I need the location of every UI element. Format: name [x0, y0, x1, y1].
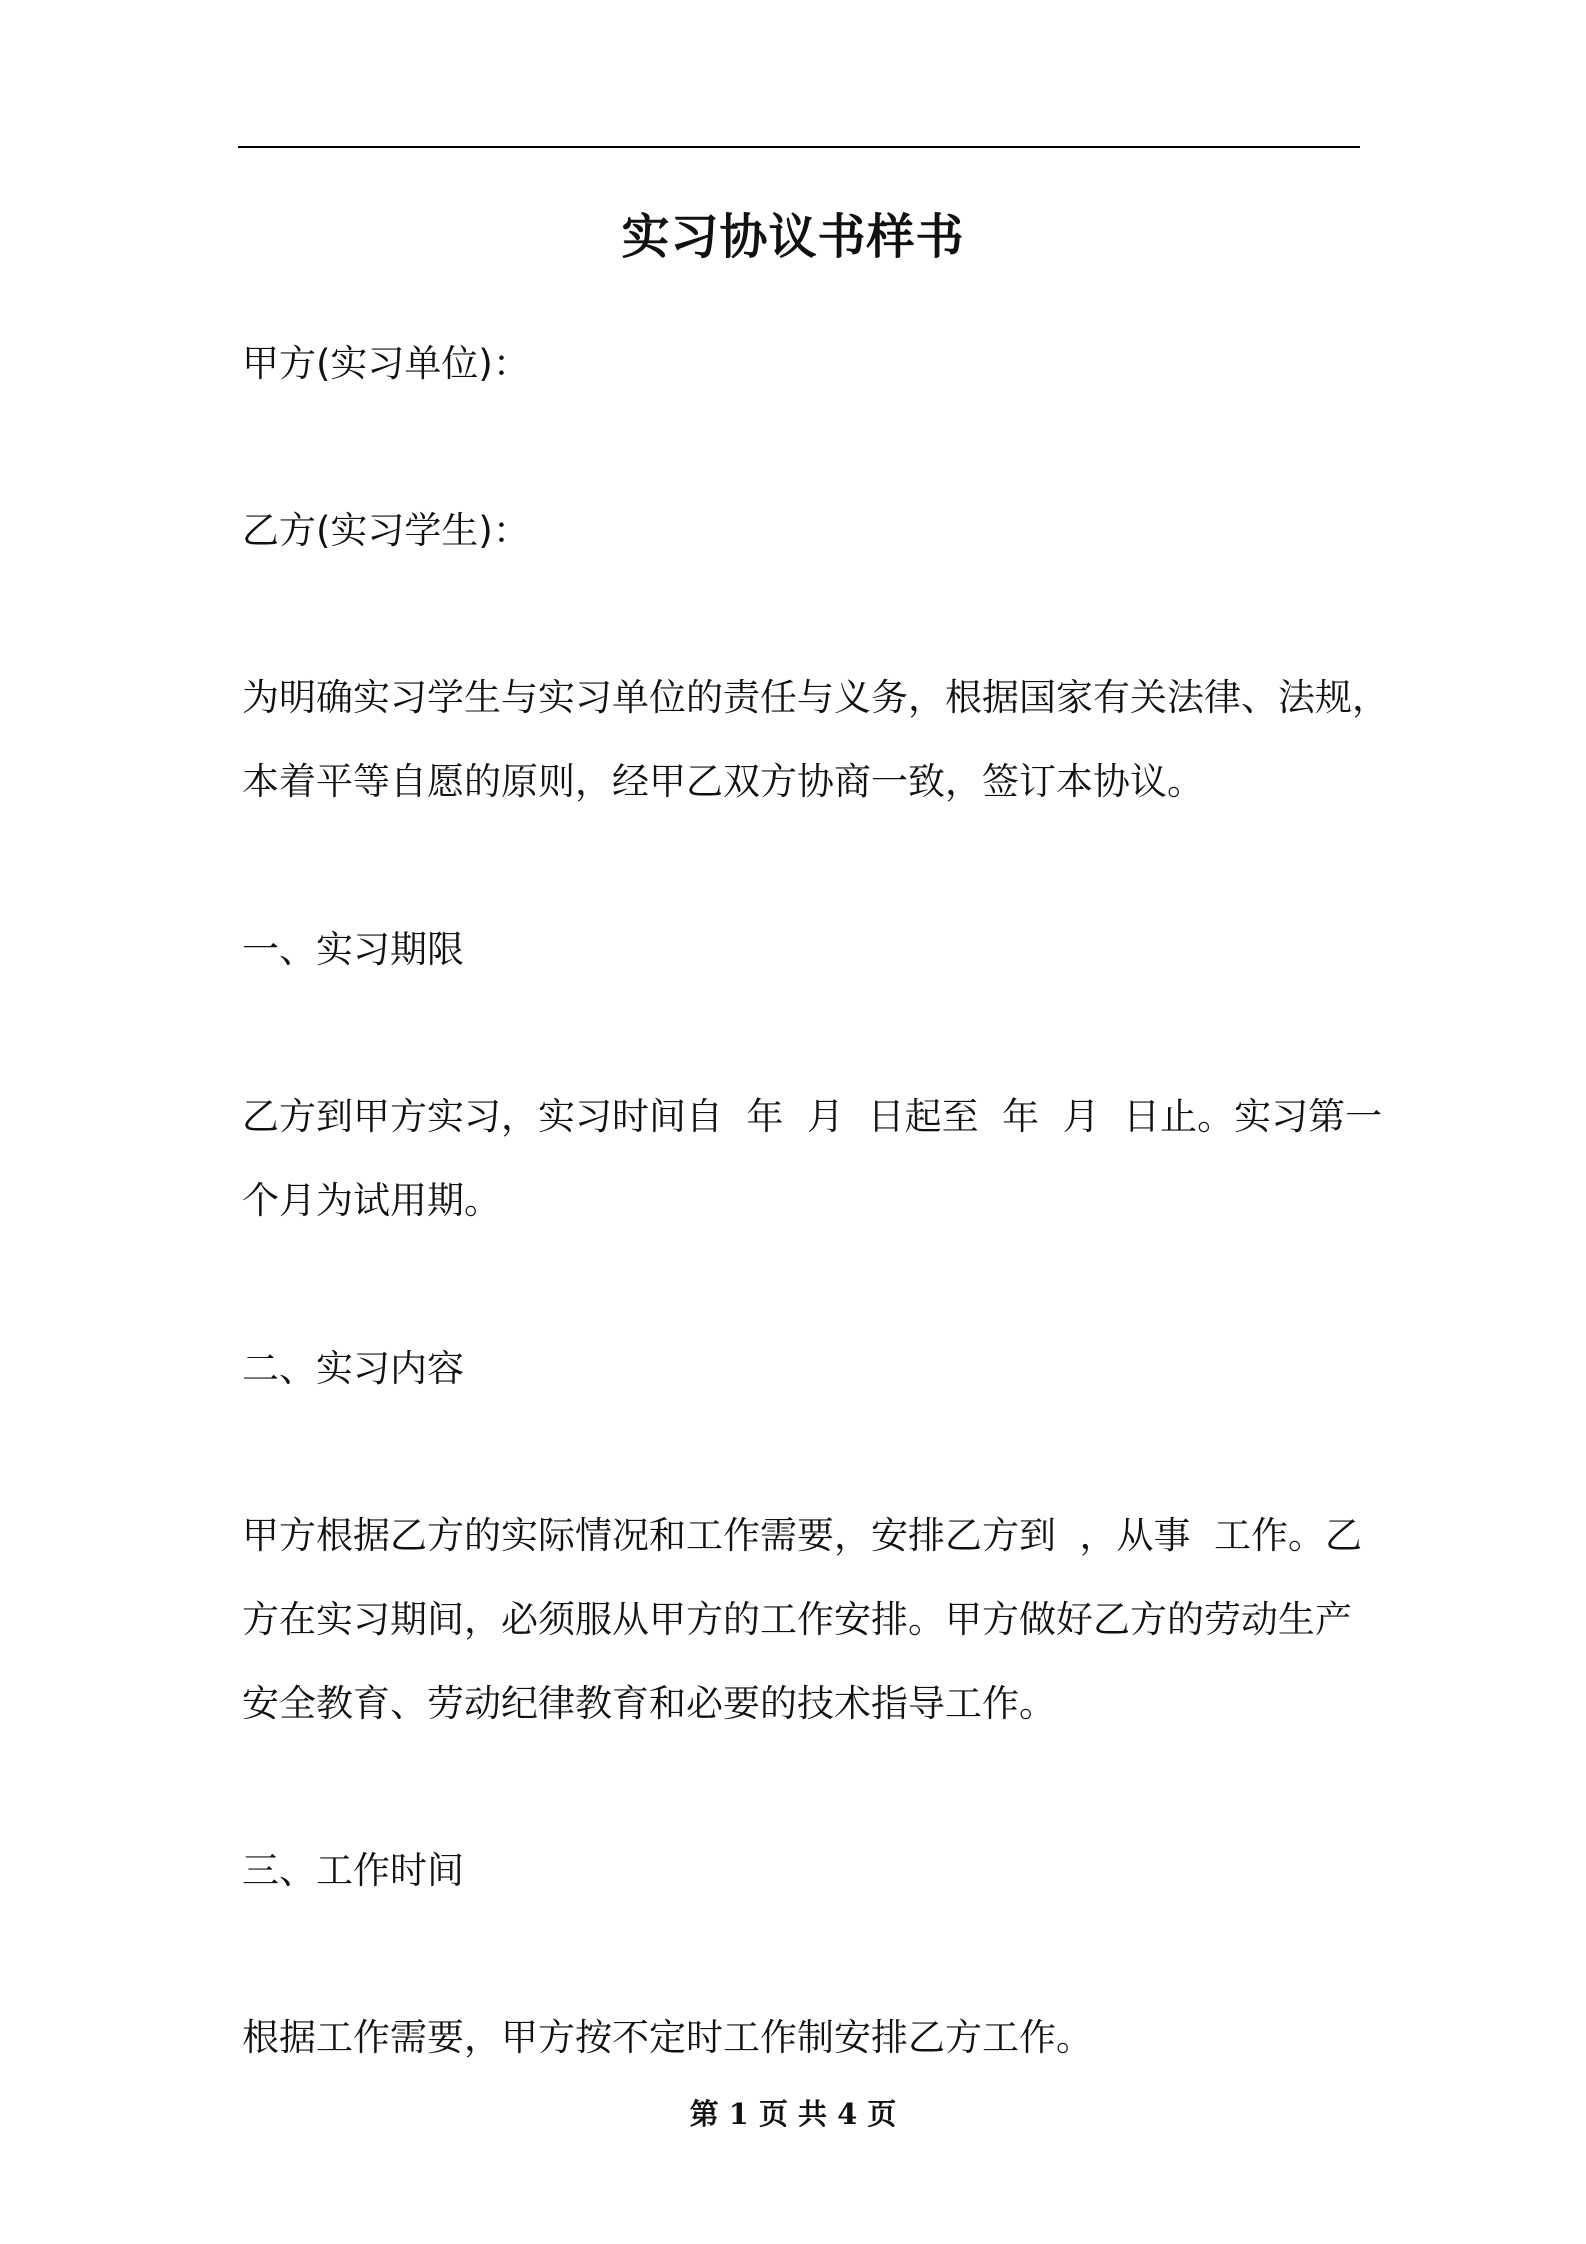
section-heading-period: 一、实习期限	[242, 928, 464, 971]
section-content-line-2: 方在实习期间，必须服从甲方的工作安排。甲方做好乙方的劳动生产	[242, 1598, 1352, 1641]
section-heading-hours: 三、工作时间	[242, 1849, 464, 1892]
party-b-label: 乙方(实习学生)：	[242, 509, 530, 552]
section-period-line-1: 乙方到甲方实习，实习时间自 年 月 日起至 年 月 日止。实习第一	[242, 1095, 1383, 1138]
section-content-line-3: 安全教育、劳动纪律教育和必要的技术指导工作。	[242, 1682, 1056, 1725]
section-period-line-2: 个月为试用期。	[242, 1179, 501, 1222]
intro-line-2: 本着平等自愿的原则，经甲乙双方协商一致，签订本协议。	[242, 760, 1204, 803]
party-a-label: 甲方(实习单位)：	[242, 342, 530, 385]
document-title: 实习协议书样书	[621, 209, 965, 265]
intro-line-1: 为明确实习学生与实习单位的责任与义务，根据国家有关法律、法规，	[242, 676, 1389, 719]
section-content-line-1: 甲方根据乙方的实际情况和工作需要，安排乙方到 ，从事 工作。乙	[242, 1514, 1363, 1557]
page-number: 第 1 页 共 4 页	[689, 2097, 897, 2131]
header-rule	[238, 146, 1360, 148]
section-heading-content: 二、实习内容	[242, 1347, 464, 1390]
section-hours-line-1: 根据工作需要，甲方按不定时工作制安排乙方工作。	[242, 2016, 1093, 2059]
